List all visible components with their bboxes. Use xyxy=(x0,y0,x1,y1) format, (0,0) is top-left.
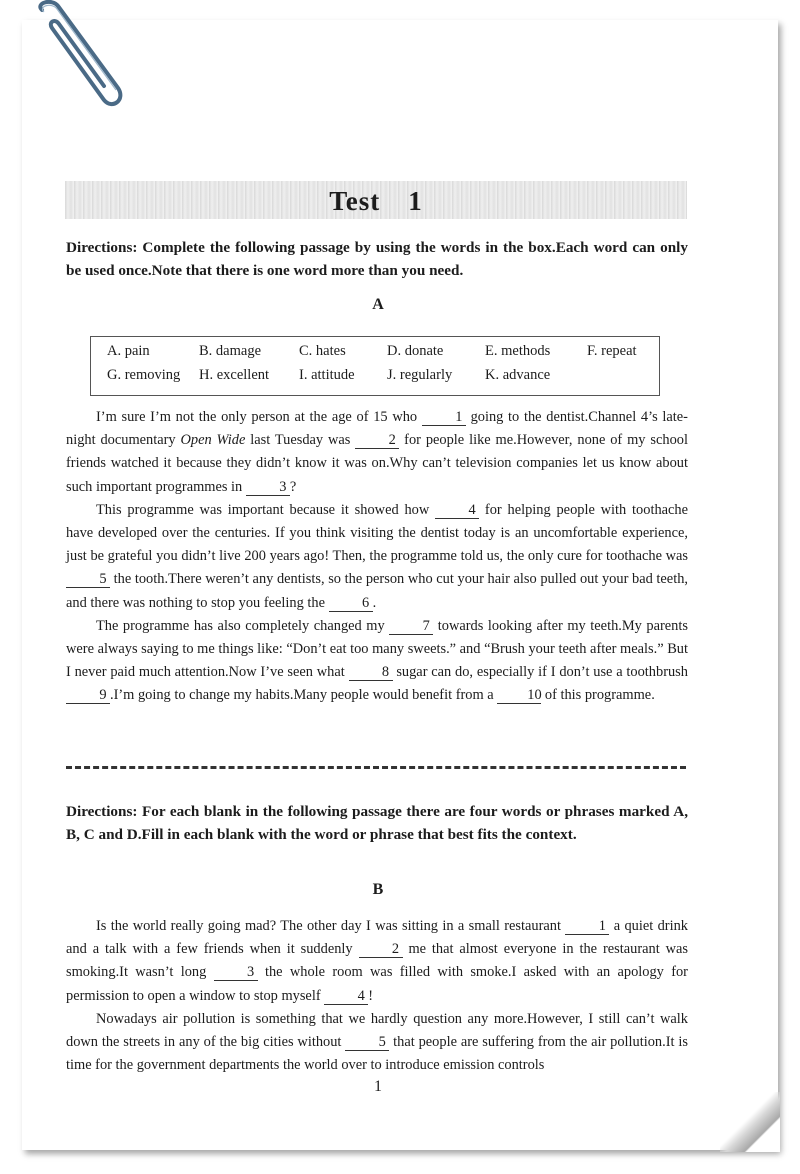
word-option: H. excellent xyxy=(199,367,270,383)
paragraph xyxy=(66,615,688,708)
blank: 9 xyxy=(66,687,110,704)
section-divider xyxy=(66,766,686,769)
word-option: I. attitude xyxy=(299,367,355,383)
word-box xyxy=(90,336,660,396)
word-option: J. regularly xyxy=(387,367,453,383)
passage-text: .I’m going to change my habits.Many people would benefit from a xyxy=(110,687,494,704)
word-box-row xyxy=(107,343,659,367)
word-option: G. removing xyxy=(107,367,181,383)
directions-a: Directions: Complete the following passage by using the words in the box.Each word can only be used once.Note that there is one word more than you need. xyxy=(66,239,688,279)
passage-text: I’m sure I’m not the only person at the age of 15 who xyxy=(96,409,418,425)
word-option: K. advance xyxy=(485,367,551,383)
passage-text: The programme has also completely changed my xyxy=(96,617,385,634)
passage-text: for people like me.However, none of my school friends watched it because they didn’t know it was on.Why can’t television companies let us know about such important programmes in xyxy=(66,432,688,495)
paragraph xyxy=(66,499,688,615)
word-option: D. donate xyxy=(387,343,444,359)
word-option: A. pain xyxy=(107,343,150,359)
blank: 8 xyxy=(349,664,393,681)
passage-text: ! xyxy=(368,987,374,1004)
passage-b xyxy=(66,915,688,1077)
section-b-heading: B xyxy=(372,881,384,898)
passage-text: Is the world really going mad? The other day I was sitting in a small restaurant xyxy=(96,918,561,934)
blank: 5 xyxy=(66,571,110,588)
blank: 4 xyxy=(435,502,479,519)
word-option: C. hates xyxy=(299,343,346,359)
directions-b: Directions: For each blank in the following passage there are four words or phrases marked A, B, C and D.Fill in each blank with the word or phrase that best fits the context. xyxy=(66,803,688,843)
programme-title: Open Wide xyxy=(180,432,246,449)
passage-text: a quiet drink and a talk with a few friends when it suddenly xyxy=(66,918,688,958)
passage-text: for helping people with toothache have developed over the centuries. If you think visiting the dentist today is an uncomfortable experience, just be grateful you didn’t live 200 years ago! Then, the programme told us, the only cure for toothache was xyxy=(66,501,688,565)
paperclip-icon xyxy=(30,0,130,115)
passage-text: sugar can do, especially if I don’t use a toothbrush xyxy=(396,664,688,681)
passage-text: Nowadays air pollution is something that we hardly question any more.However, I still can’t walk down the streets in any of the big cities without xyxy=(66,1010,688,1051)
paragraph xyxy=(66,915,688,1008)
blank: 4 xyxy=(324,988,368,1005)
test-title-band xyxy=(65,181,687,219)
blank: 10 xyxy=(497,687,541,704)
blank: 2 xyxy=(359,941,403,958)
passage-text: ? xyxy=(289,478,297,495)
blank: 3 xyxy=(246,479,290,496)
page-curl xyxy=(720,1092,780,1152)
word-option: F. repeat xyxy=(587,343,637,359)
passage-text: This programme was important because it showed how xyxy=(96,501,430,518)
blank: 3 xyxy=(214,964,258,981)
passage-text: towards looking after my teeth.My parents were always saying to me things like: “Don’t eat too many sweets.” and “Brush your teeth after meals.” But I never paid much attention.Now I’ve seen what xyxy=(66,617,688,681)
passage-text: of this programme. xyxy=(544,687,655,704)
passage-text: the tooth.There weren’t any dentists, so the person who cut your hair also pulled out your bad teeth, and there was nothing to stop you feeling the xyxy=(66,571,688,611)
passage-text: me that almost everyone in the restaurant was smoking.It wasn’t long xyxy=(66,941,688,981)
blank: 2 xyxy=(355,432,399,449)
passage-text: . xyxy=(372,594,377,611)
word-box-row xyxy=(107,367,659,391)
section-a-heading: A xyxy=(372,296,384,313)
paragraph xyxy=(66,1008,688,1078)
word-option: B. damage xyxy=(199,343,262,359)
blank: 7 xyxy=(389,618,433,635)
test-title: Test 1 xyxy=(329,186,423,216)
passage-text: the whole room was filled with smoke.I asked with an apology for permission to open a window to stop myself xyxy=(66,964,688,1004)
passage-text: that people are suffering from the air pollution.It is time for the government departments the world over to introduce emission controls xyxy=(66,1034,688,1074)
passage-text: last Tuesday was xyxy=(250,432,351,449)
paragraph xyxy=(66,406,688,499)
passage-text: going to the dentist.Channel 4’s late-night documentary xyxy=(66,409,688,449)
blank: 5 xyxy=(345,1034,389,1051)
blank: 6 xyxy=(329,595,373,612)
blank: 1 xyxy=(565,918,609,935)
word-option: E. methods xyxy=(485,343,551,359)
blank: 1 xyxy=(422,409,466,426)
passage-a xyxy=(66,406,688,708)
page-number: 1 xyxy=(374,1078,382,1095)
